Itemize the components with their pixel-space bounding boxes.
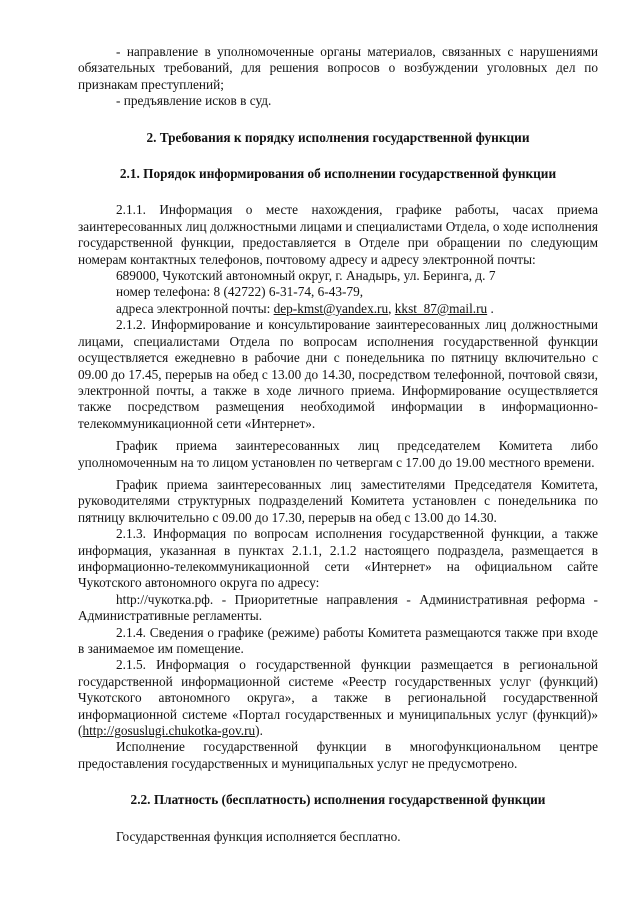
paragraph-2-1-1: 2.1.1. Информация о месте нахождения, графике работы, часах приема заинтересованных лиц должностными лицами и специалистами Отдела, о ходе исполнения государственной функции, предоставляется в Отделе при обращении по следующим номерам контактных телефонов, почтовому адресу и адресу электронной почты: (78, 202, 598, 267)
mfc-paragraph: Исполнение государственной функции в многофункциональном центре предоставления государственных и муниципальных услуг не предусмотрено. (78, 739, 598, 771)
postal-address: 689000, Чукотский автономный округ, г. Анадырь, ул. Беринга, д. 7 (116, 268, 496, 284)
email-addresses (78, 301, 598, 317)
phone-numbers: номер телефона: 8 (42722) 6-31-74, 6-43-79, (116, 284, 364, 300)
email-suffix: . (487, 300, 494, 316)
intro-list-item: - предъявление исков в суд. (116, 93, 272, 109)
email-separator: , (388, 300, 395, 316)
email-link-2[interactable]: kkst_87@mail.ru (394, 300, 488, 316)
intro-list-item: - направление в уполномоченные органы материалов, связанных с нарушениями обязательных требований, для решения вопросов о возбуждении уголовных дел по признакам преступлений; (78, 44, 598, 92)
gosuslugi-link[interactable]: http://gosuslugi.chukotka-gov.ru (82, 723, 256, 739)
paragraph-2-1-3: 2.1.3. Информация по вопросам исполнения государственной функции, а также информация, указанная в пунктах 2.1.1, 2.1.2 настоящего подраздела, размещается в информационно-телекоммуникационной сети «Интернет» на официальном сайте Чукотского автономного округа по адресу: (78, 526, 598, 591)
deputies-reception-schedule: График приема заинтересованных лиц заместителями Председателя Комитета, руководителями структурных подразделений Комитета установлен с понедельника по пятницу включительно с 09.00 до 17.30, перерыв на обед с 13.00 до 14.30. (78, 476, 598, 525)
email-link-1[interactable]: dep-kmst@yandex.ru (273, 300, 389, 316)
paragraph-2-1-5-end: ). (255, 723, 263, 739)
email-prefix: адреса электронной почты: (116, 300, 274, 316)
paragraph-2-1-4: 2.1.4. Сведения о графике (режиме) работы Комитета размещаются также при входе в занимаемое им помещение. (78, 624, 598, 656)
paragraph-2-1-5-text: 2.1.5. Информация о государственной функции размещается в региональной государственной информационной системе «Реестр государственных услуг (функций) Чукотского автономного округа», а также в региональной государственной информационной системе «Портал государственных и муниципальных услуг (функций)» ( (78, 657, 598, 739)
website-path: http://чукотка.рф. - Приоритетные направления - Административная реформа - Административные регламенты. (78, 591, 598, 624)
subsection-heading-2-2: 2.2. Платность (бесплатность) исполнения государственной функции (130, 792, 546, 808)
paragraph-2-1-5 (78, 657, 598, 739)
paragraph-2-1-2: 2.1.2. Информирование и консультирование заинтересованных лиц должностными лицами, специалистами Отдела по вопросам исполнения государственной функции осуществляется ежедневно в рабочие дни с понедельника по пятницу включительно с 09.00 до 17.45, перерыв на обед с 13.00 до 14.30, посредством телефонной, почтовой связи, электронной почты, а также в ходе личного приема. Информирование осуществляется также посредством размещения необходимой информации в информационно-телекоммуникационной сети «Интернет». (78, 317, 598, 431)
subsection-heading: 2.1. Порядок информирования об исполнении государственной функции (119, 166, 557, 182)
chair-reception-schedule: График приема заинтересованных лиц председателем Комитета либо уполномоченным на то лицом установлен по четвергам с 17.00 до 19.00 местного времени. (78, 438, 598, 470)
free-of-charge-paragraph: Государственная функция исполняется бесплатно. (116, 828, 401, 844)
section-heading: 2. Требования к порядку исполнения государственной функции (146, 129, 530, 145)
